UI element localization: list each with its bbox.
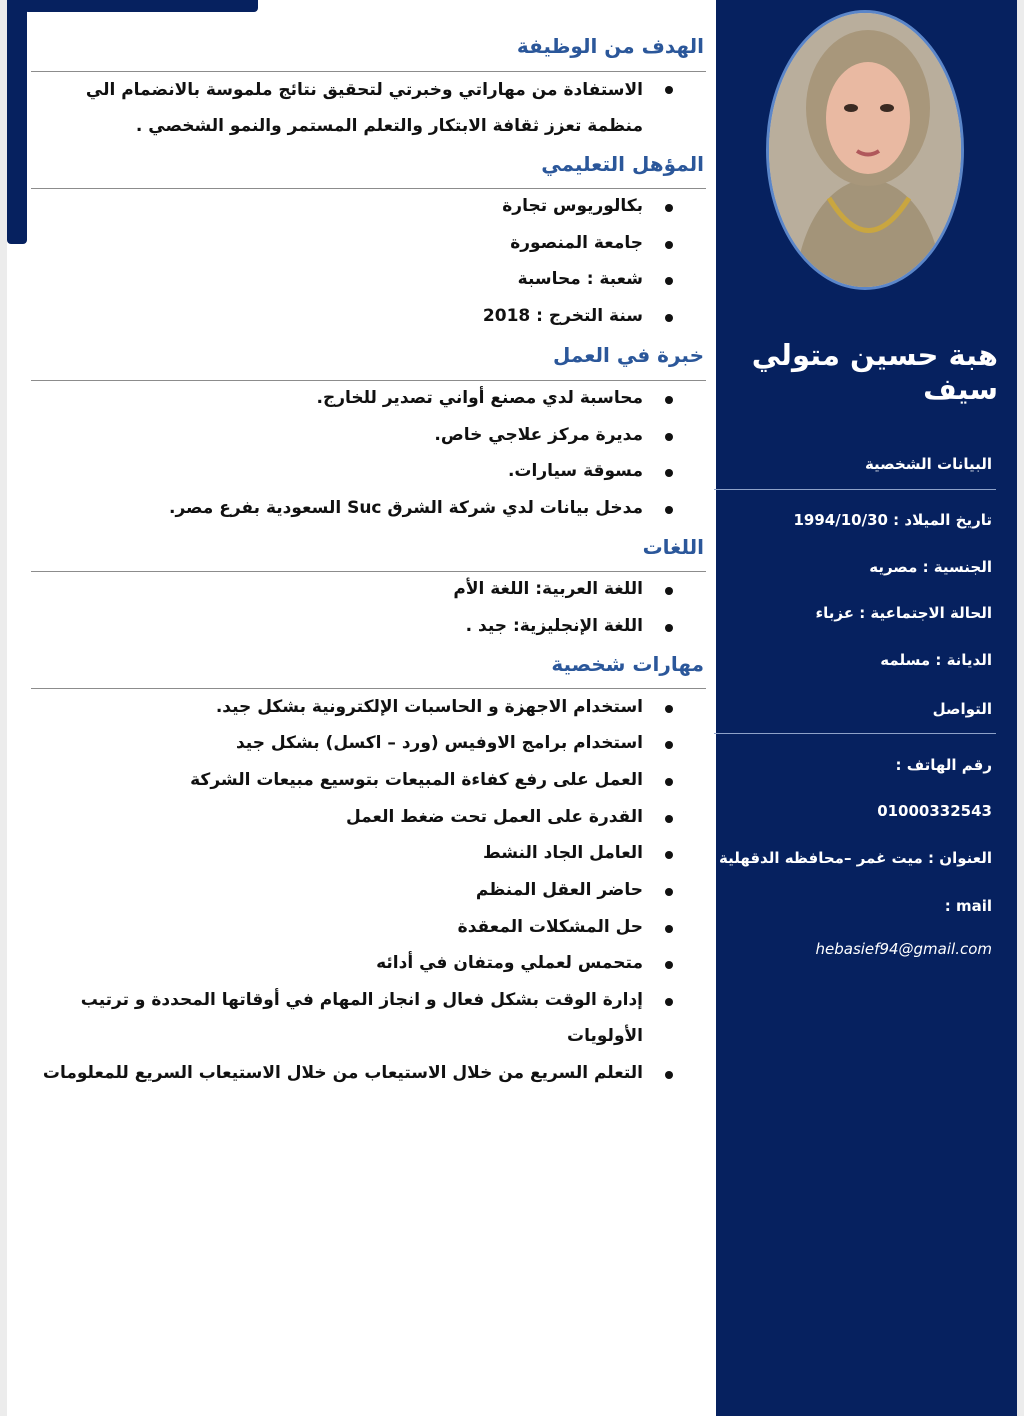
- bullet-icon: [665, 851, 673, 859]
- bullet-icon: [665, 705, 673, 713]
- personal-info-heading: البيانات الشخصية: [864, 455, 992, 473]
- skills-heading: مهارات شخصية: [551, 652, 704, 676]
- list-item: استخدام الاجهزة و الحاسبات الإلكترونية بشكل جيد.: [215, 697, 643, 717]
- bullet-icon: [665, 888, 673, 896]
- list-item: شعبة : محاسبة: [517, 269, 643, 289]
- bullet-icon: [665, 86, 673, 94]
- bullet-icon: [665, 624, 673, 632]
- sidebar-divider: [714, 733, 996, 734]
- education-heading: المؤهل التعليمي: [541, 152, 704, 176]
- list-item: حل المشكلات المعقدة: [457, 917, 643, 937]
- marital-status: الحالة الاجتماعية : عزباء: [815, 604, 992, 622]
- list-item: محاسبة لدي مصنع أواني تصدير للخارج.: [316, 388, 643, 408]
- contact-heading: التواصل: [932, 700, 992, 718]
- list-item: القدرة على العمل تحت ضغط العمل: [345, 807, 643, 827]
- bullet-icon: [665, 314, 673, 322]
- list-item: جامعة المنصورة: [510, 233, 643, 253]
- decorative-top-tab: [24, 0, 258, 12]
- phone-number[interactable]: 01000332543: [877, 802, 992, 820]
- address: العنوان : ميت غمر –محافظه الدقهلية: [718, 849, 992, 867]
- list-item: مسوقة سيارات.: [507, 461, 643, 481]
- bullet-icon: [665, 1071, 673, 1079]
- experience-heading: خبرة في العمل: [553, 343, 704, 367]
- list-item: متحمس لعملي ومتفان في أدائه: [376, 953, 643, 973]
- bullet-icon: [665, 741, 673, 749]
- list-item: العمل على رفع كفاءة المبيعات بتوسيع مبيعات الشركة: [190, 770, 643, 790]
- full-name: هبة حسين متولي سيف: [751, 338, 998, 406]
- objective-heading: الهدف من الوظيفة: [516, 34, 704, 58]
- birth-date: تاريخ الميلاد : 1994/10/30: [793, 511, 992, 529]
- list-item: استخدام برامج الاوفيس (ورد – اكسل) بشكل جيد: [235, 733, 643, 753]
- list-item: التعلم السريع من خلال الاستيعاب من خلال الاستيعاب السريع للمعلومات: [42, 1063, 643, 1083]
- bullet-icon: [665, 778, 673, 786]
- sidebar-divider: [714, 489, 996, 490]
- list-item: سنة التخرج : 2018: [482, 306, 643, 326]
- bullet-icon: [665, 433, 673, 441]
- list-item: حاضر العقل المنظم: [475, 880, 643, 900]
- bullet-icon: [665, 396, 673, 404]
- bullet-icon: [665, 587, 673, 595]
- objective-text: الاستفادة من مهاراتي وخبرتي لتحقيق نتائج ملموسة بالانضمام الي منظمة تعزز ثقافة الابتكار والتعلم المستمر والنمو الشخصي .: [85, 80, 643, 136]
- section-divider: [31, 688, 706, 689]
- bullet-icon: [665, 961, 673, 969]
- section-divider: [31, 571, 706, 572]
- religion: الديانة : مسلمه: [880, 651, 992, 669]
- list-item: مدخل بيانات لدي شركة الشرق Suc السعودية بفرع مصر.: [169, 498, 643, 518]
- person-portrait-icon: [769, 13, 964, 290]
- list-item: بكالوريوس تجارة: [502, 196, 643, 216]
- list-item: اللغة الإنجليزية: جيد .: [465, 616, 643, 636]
- bullet-icon: [665, 277, 673, 285]
- bullet-icon: [665, 204, 673, 212]
- email-link[interactable]: hebasief94@gmail.com: [815, 940, 992, 958]
- bullet-icon: [665, 998, 673, 1006]
- bullet-icon: [665, 925, 673, 933]
- phone-label: رقم الهاتف :: [895, 756, 992, 774]
- mail-label: mail :: [944, 897, 992, 915]
- section-divider: [31, 188, 706, 189]
- decorative-left-strip: [7, 0, 27, 244]
- list-item: مديرة مركز علاجي خاص.: [434, 425, 643, 445]
- section-divider: [31, 380, 706, 381]
- list-item: اللغة العربية: اللغة الأم: [453, 579, 643, 599]
- profile-photo: [766, 10, 964, 290]
- list-item: العامل الجاد النشط: [483, 843, 643, 863]
- bullet-icon: [665, 506, 673, 514]
- languages-heading: اللغات: [642, 535, 704, 559]
- bullet-icon: [665, 815, 673, 823]
- nationality: الجنسية : مصريه: [869, 558, 992, 576]
- bullet-icon: [665, 241, 673, 249]
- bullet-icon: [665, 469, 673, 477]
- list-item: إدارة الوقت بشكل فعال و انجاز المهام في أوقاتها المحددة و ترتيب الأولويات: [80, 990, 643, 1046]
